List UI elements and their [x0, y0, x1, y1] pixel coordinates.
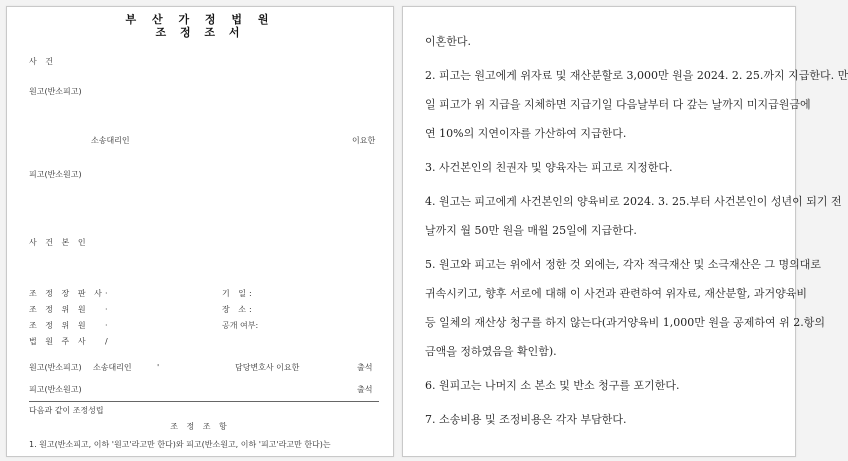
document-title: 조 정 조 서	[155, 26, 245, 39]
left-document-page	[6, 6, 394, 457]
clause-line: 2. 피고는 원고에게 위자료 및 재산분할로 3,000만 원을 2024. 2. 25.까지 지급한다. 만	[425, 69, 848, 82]
clause-line: 3. 사건본인의 친권자 및 양육자는 피고로 지정한다.	[425, 161, 673, 174]
official-mark: ·	[105, 305, 108, 314]
agent-name: 이요한	[352, 136, 376, 145]
official-mark: ·	[105, 321, 108, 330]
attendance-plaintiff: 원고(반소피고)	[29, 363, 82, 372]
official-mark: ·	[105, 289, 108, 298]
divider	[29, 401, 379, 402]
clause-line: 금액을 정하였음을 확인함).	[425, 345, 557, 358]
clause-line: 7. 소송비용 및 조정비용은 각자 부담한다.	[425, 413, 627, 426]
court-name: 부 산 가 정 법 원	[125, 13, 275, 26]
official-label: 조 정 위 원	[29, 305, 89, 314]
attendance-mark: '	[157, 363, 160, 372]
plaintiff-label: 원고(반소피고)	[29, 87, 82, 96]
clause-line: 일 피고가 위 지급을 지체하면 지급기일 다음날부터 다 갚는 날까지 미지급원금에	[425, 98, 811, 111]
clause-line: 5. 원고와 피고는 위에서 정한 것 외에는, 각자 적극재산 및 소극재산은 그 명의대로	[425, 258, 821, 271]
date-label: 기 일:	[222, 289, 255, 298]
clause-line: 연 10%의 지연이자를 가산하여 지급한다.	[425, 127, 627, 140]
clause-line: 귀속시키고, 향후 서로에 대해 이 사건과 관련하여 위자료, 재산분할, 과거양육비	[425, 287, 807, 300]
attendance-agent: 소송대리인	[93, 363, 132, 372]
public-label: 공개 여부:	[222, 321, 259, 330]
attendance-lawyer: 담당변호사 이요한	[235, 363, 300, 372]
defendant-label: 피고(반소원고)	[29, 170, 82, 179]
case-label: 사 건	[29, 57, 56, 66]
official-mark: /	[105, 337, 108, 346]
clause-line: 등 일체의 재산상 청구를 하지 않는다(과거양육비 1,000만 원을 공제하여 위 2.항의	[425, 316, 826, 329]
official-label: 조 정 장 판 사	[29, 289, 105, 298]
defendant-status: 출석	[357, 385, 373, 394]
clause-1: 1. 원고(반소피고, 이하 '원고'라고만 한다)와 피고(반소원고, 이하 '피고'라고만 한다)는	[29, 440, 331, 449]
plaintiff-status: 출석	[357, 363, 373, 372]
place-label: 장 소:	[222, 305, 255, 314]
attendance-defendant: 피고(반소원고)	[29, 385, 82, 394]
official-label: 법 원 주 사	[29, 337, 89, 346]
agent-label: 소송대리인	[91, 136, 130, 145]
right-document-page	[402, 6, 848, 457]
clause-line: 날까지 월 50만 원을 매월 25일에 지급한다.	[425, 224, 637, 237]
clause-line: 6. 원피고는 나머지 소 본소 및 반소 청구를 포기한다.	[425, 379, 680, 392]
clause-heading: 조 정 조 항	[170, 422, 230, 431]
official-label: 조 정 위 원	[29, 321, 89, 330]
principal-label: 사 건 본 인	[29, 238, 89, 247]
clause-line: 4. 원고는 피고에게 사건본인의 양육비로 2024. 3. 25.부터 사건본인이 성년이 되기 전	[425, 195, 842, 208]
clause-line: 이혼한다.	[425, 35, 472, 48]
established-text: 다음과 같이 조정성립	[29, 406, 104, 415]
